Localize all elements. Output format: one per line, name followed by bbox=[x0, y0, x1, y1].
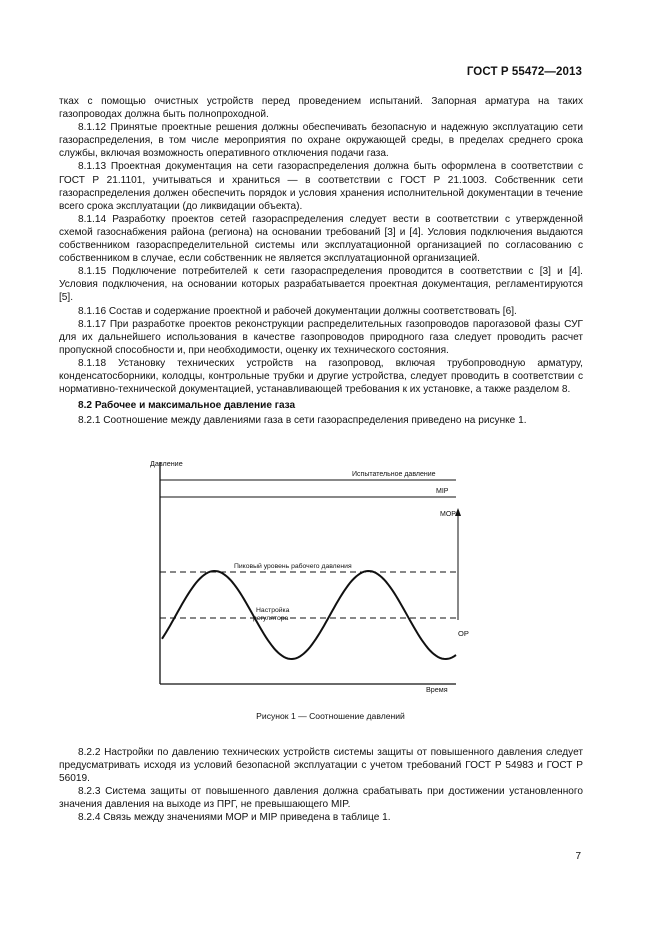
regulator-label-line2: регулятора bbox=[253, 615, 289, 622]
paragraph-8-1-11-cont: тках с помощью очистных устройств перед проведением испытаний. Запорная арматура на таких газопроводах должна быть полнопроходной. bbox=[59, 96, 583, 121]
paragraph-8-1-15: 8.1.15 Подключение потребителей к сети газораспределения проводится в соответствии с [3] и [4]. Условия подключения, на основании которых разрабатывается проектная документация, регламентируются [5]. bbox=[59, 266, 583, 304]
test-pressure-label: Испытательное давление bbox=[352, 471, 436, 478]
paragraph-8-1-12: 8.1.12 Принятые проектные решения должны обеспечивать безопасную и надежную эксплуатацию сети газораспределения, в том числе мероприятия по охране окружающей среды, в пределах среднего срока службы, включая возможность оперативного отключения подачи газа. bbox=[59, 122, 583, 160]
figure-caption: Рисунок 1 — Соотношение давлений bbox=[256, 711, 405, 721]
paragraph-8-2-4: 8.2.4 Связь между значениями MOP и MIP приведена в таблице 1. bbox=[78, 812, 391, 824]
mop-label: MOP bbox=[440, 511, 456, 518]
paragraph-8-2-3: 8.2.3 Система защиты от повышенного давления должна срабатывать при достижении установленного значения давления на выходе из ПРГ, не превышающего MIP. bbox=[59, 786, 583, 811]
body-text-bottom bbox=[59, 746, 583, 825]
paragraph-8-1-17: 8.1.17 При разработке проектов реконструкции распределительных газопроводов парогазовой фазы СУГ для их дальнейшего использования в качестве газопроводов природного газа следует проводить расчет пропускной способности и, при необходимости, оценку их технического состояния. bbox=[59, 318, 583, 356]
page-number: 7 bbox=[575, 851, 581, 862]
peak-pressure-label: Пиковый уровень рабочего давления bbox=[234, 563, 352, 570]
operating-pressure-curve bbox=[162, 571, 456, 659]
section-heading-8-2: 8.2 Рабочее и максимальное давление газа bbox=[78, 400, 296, 412]
op-label: OP bbox=[458, 629, 469, 638]
paragraph-8-1-18: 8.1.18 Установку технических устройств на газопровод, включая трубопроводную арматуру, конденсатосборники, колодцы, контрольные трубки и другие устройства, следует проводить в соответствии с нормативно-технической документацией, устанавливающей требования к их установке, а также разделом 8. bbox=[59, 357, 583, 396]
mip-label: MIP bbox=[436, 488, 449, 495]
y-axis-label: Давление bbox=[150, 459, 183, 468]
paragraph-8-1-14: 8.1.14 Разработку проектов сетей газораспределения следует вести в соответствии с утвержденной схемой газоснабжения района (региона) на основании требований [3] и [4]. Условия подключения выдаются собственником газораспределительной системы или эксплуатационной организацией по согласованию с собственником в случае, если собственник не является эксплуатационной организацией. bbox=[59, 213, 583, 265]
pressure-figure bbox=[138, 452, 478, 702]
document-code: ГОСТ Р 55472—2013 bbox=[466, 66, 582, 78]
body-text-top bbox=[59, 95, 583, 427]
regulator-label-line1: Настройка bbox=[256, 607, 290, 614]
paragraph-8-1-13: 8.1.13 Проектная документация на сети газораспределения должна быть оформлена в соответствии с ГОСТ Р 21.1101, учитываться и храниться — в соответствии с ГОСТ Р 21.1003. Собственник сети газораспределения должен обеспечить порядок и условия хранения исполнительной документации в течение всего срока эксплуатации (до ликвидации объекта). bbox=[59, 161, 583, 212]
paragraph-8-1-16: 8.1.16 Состав и содержание проектной и рабочей документации должны соответствовать [6]. bbox=[78, 305, 517, 317]
paragraph-8-2-1: 8.2.1 Соотношение между давлениями газа в сети газораспределения приведено на рисунке 1. bbox=[78, 415, 527, 427]
pressure-diagram bbox=[138, 452, 478, 702]
x-axis-label: Время bbox=[426, 685, 448, 694]
paragraph-8-2-2: 8.2.2 Настройки по давлению технических устройств системы защиты от повышенного давления следует предусматривать исходя из условий безопасной эксплуатации с учетом требований ГОСТ Р 54983 и ГОСТ Р 56019. bbox=[59, 747, 583, 785]
